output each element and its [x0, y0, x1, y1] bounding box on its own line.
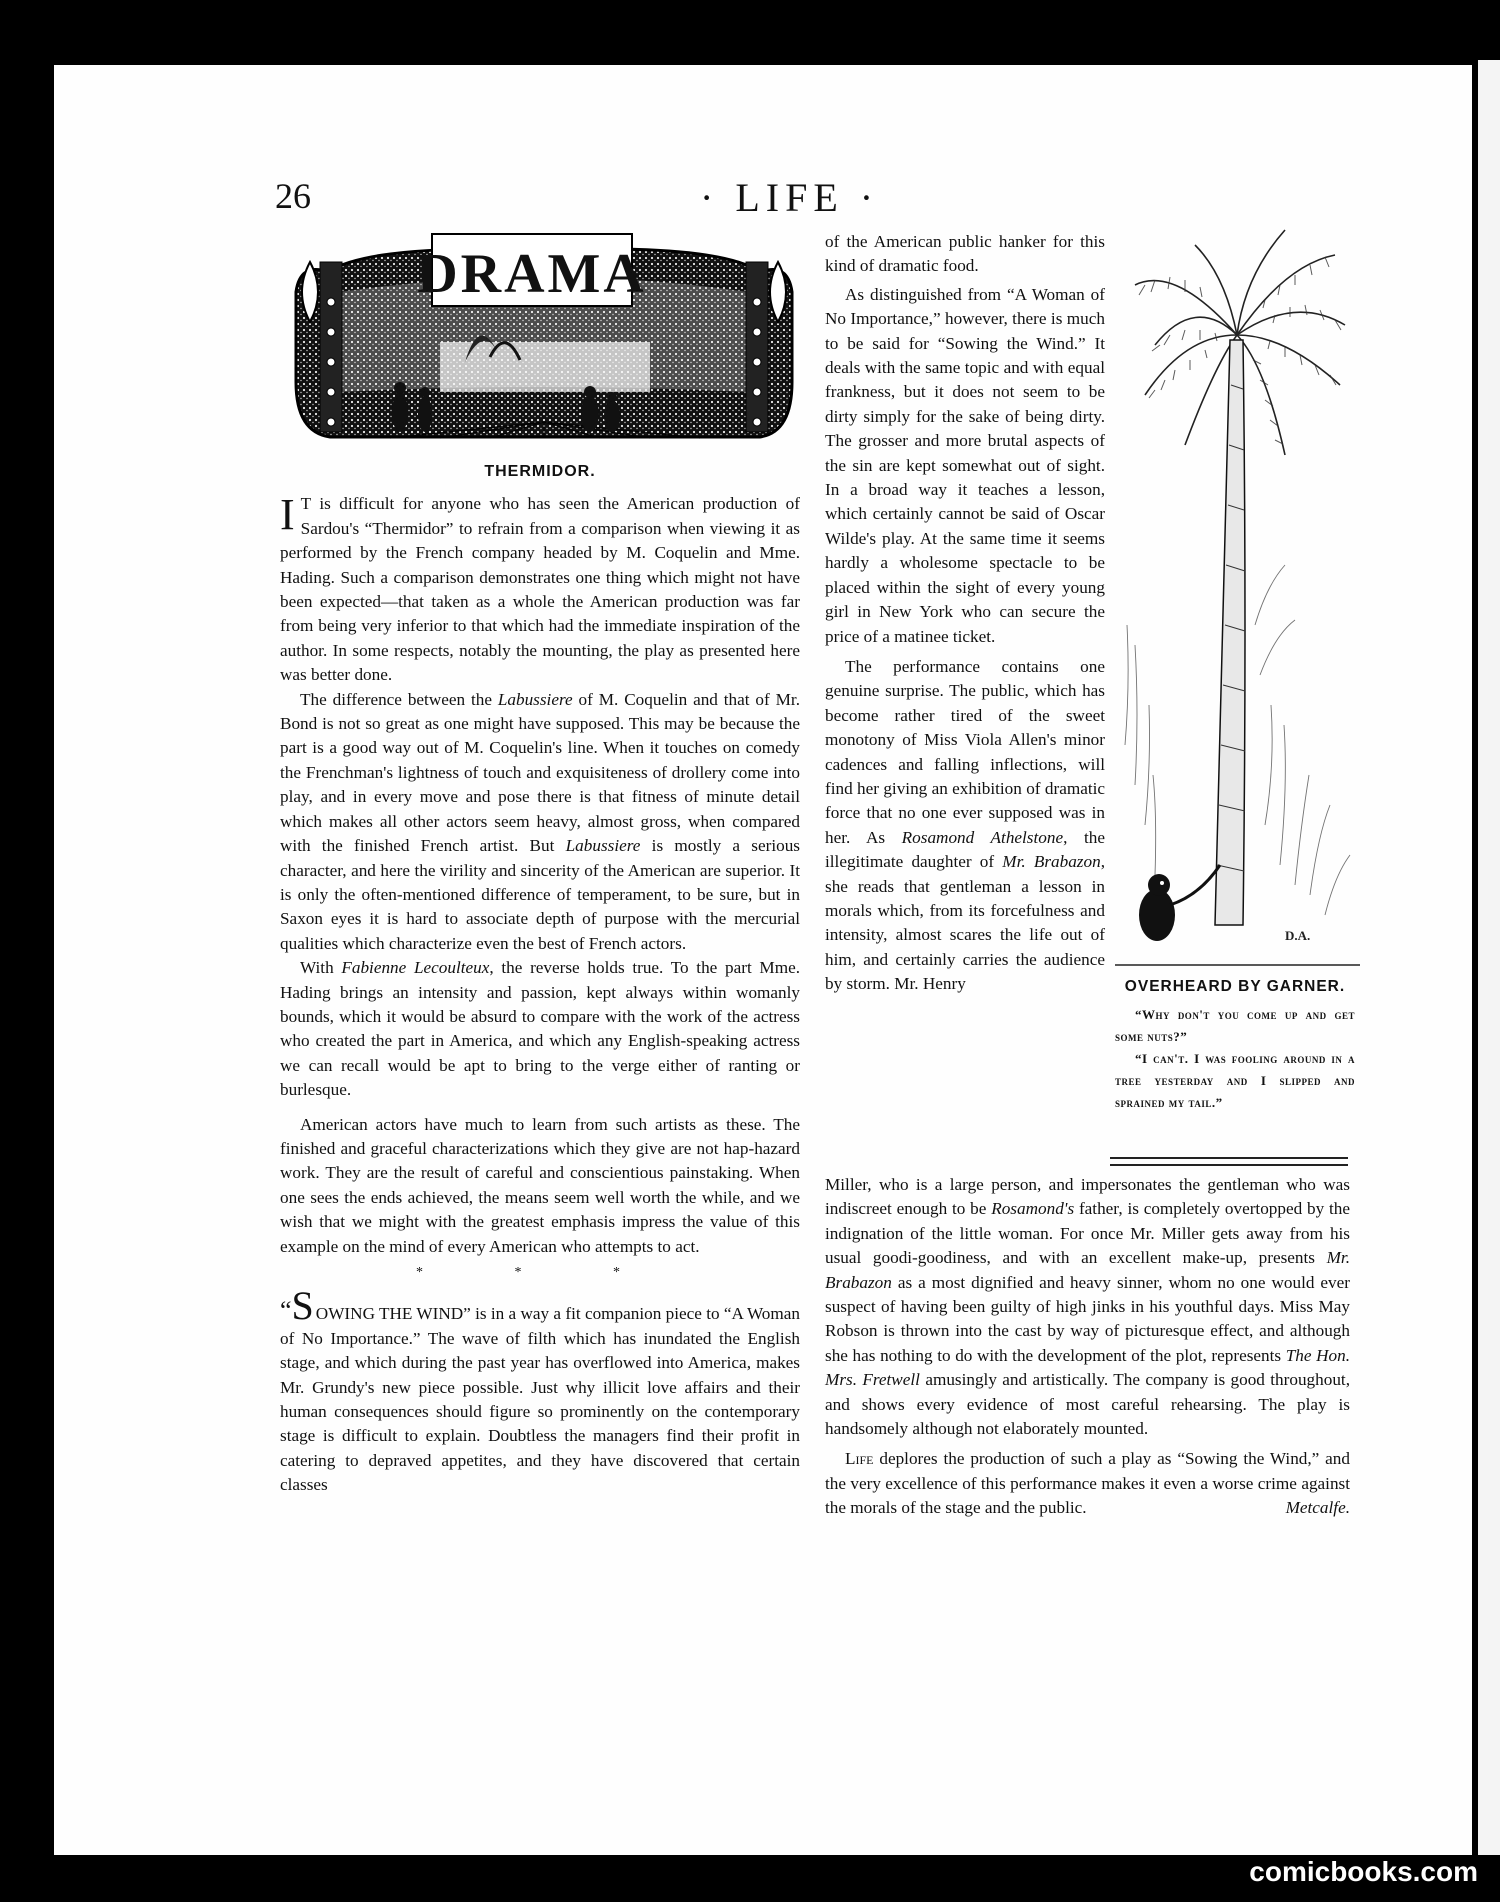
article-heading-thermidor: THERMIDOR. [484, 463, 596, 480]
section-divider-stars: * * * [416, 1265, 664, 1280]
paragraph-labussiere: The difference between the Labussiere of M. Coquelin and that of Mr. Bond is not so great as one might have supposed. This may be because the part is a good way out of M. Coquelin's line. When it touches on comedy the Frenchman's lightness of touch and exquisiteness of drollery come into play, and in every move and pose there is that fitness of minute detail which makes all other actors seem heavy, almost gross, when compared with the finished French artist. But Labussiere is mostly a serious character, and here the virility and sincerity of the American are superior. It is only the often-mentioned difference of temperament, to be sure, but in Saxon eyes it is hard to associate depth of purpose with the mercurial qualities which characterize even the best of French actors. [280, 689, 800, 953]
palm-tree-cartoon-illustration [1115, 225, 1360, 970]
next-page-edge [1478, 60, 1500, 1855]
caption-double-rule [1110, 1157, 1348, 1166]
cartoon-dialogue-line-1: “Why don't you come up and get some nuts?” [1115, 1007, 1355, 1044]
cartoon-dialogue-line-2: “I can't. I was fooling around in a tree yesterday and I slipped and sprained my tail.” [1115, 1051, 1355, 1110]
article-column-left [280, 463, 800, 1498]
author-signature: Metcalfe. [1285, 1498, 1350, 1518]
masthead-life: · LIFE · [700, 175, 880, 220]
paragraph-performance-surprise: The performance contains one genuine surprise. The public, which has become rather tired of the sweet monotony of Miss Viola Allen's minor cadences and falling inflections, will find her giving an exhibition of dramatic force that no one ever supposed was in her. As Rosamond Athelstone, the illegitimate daughter of Mr. Brabazon, she reads that gentleman a lesson in morals which, from its forcefulness and intensity, almost scares the life out of him, and certainly carries the audience by storm. Mr. Henry [825, 656, 1105, 994]
cartoon-caption [1115, 977, 1355, 1114]
drama-banner-title: DRAMA [417, 243, 647, 305]
drop-cap-i: I [280, 490, 295, 540]
drop-cap-s: S [291, 1283, 314, 1329]
cartoon-title: OVERHEARD BY GARNER. [1124, 978, 1346, 995]
paragraph-thermidor-intro: I T is difficult for anyone who has seen the American production of Sardou's “Thermidor” to refrain from a comparison when viewing it as performed by the French company headed by M. Coquelin and Mme. Hading. Such a comparison demonstrates one thing which might not have been expected—that taken as a whole the American production was far from being very inferior to that which had the immediate inspiration of the author. In some respects, notably the mounting, the play as presented here was better done. [280, 490, 800, 685]
paragraph-american-actors: American actors have much to learn from such artists as these. The finished and graceful characterizations which they give are not hap-hazard work. They are the result of careful and conscientious painstaking. When one sees the ends achieved, the means seem well worth the while, and we wish that we might with the greatest emphasis impress the value of this example on the mind of every American who attempts to act. [280, 1114, 800, 1256]
article-column-middle [825, 230, 1105, 997]
article-column-wide [825, 1173, 1350, 1521]
source-watermark: comicbooks.com [1249, 1856, 1478, 1887]
artist-monogram: D.A. [1285, 928, 1311, 943]
paragraph-life-deplores: Life deplores the production of such a play as “Sowing the Wind,” and the very excellence of this performance makes it even a worse crime against the morals of the stage and the public. Metcalfe. [825, 1447, 1350, 1520]
page-number: 26 [275, 176, 311, 216]
paragraph-continued: of the American public hanker for this kind of dramatic food. [825, 232, 1105, 276]
paragraph-distinguished: As distinguished from “A Woman of No Importance,” however, there is much to be said for “Sowing the Wind.” It deals with the same topic and with equal frankness, but it does not seem to be dirty simply for the sake of being dirty. The grosser and more brutal aspects of the sin are kept somewhat out of sight. In a broad way it teaches a lesson, which certainly cannot be said of Oscar Wilde's play. At the same time it seems hardly a wholesome spectacle to be placed within the sight of every young girl in New York who can secure the price of a matinee ticket. [825, 284, 1105, 646]
paragraph-fabienne: With Fabienne Lecoulteux, the reverse holds true. To the part Mme. Hading brings an intensity and passion, kept always within womanly bounds, which it would be absurd to compare with the work of the actress who created the part in America, and which any English-speaking actress we can recall would be apt to bring to the verge either of ranting or burlesque. [280, 958, 800, 1100]
paragraph-sowing-the-wind: “S OWING THE WIND” is in a way a fit companion piece to “A Woman of No Importance.” The wave of filth which has inundated the English stage, and which during the past year has overflowed into America, makes Mr. Grundy's new piece possible. Just why illicit love affairs and their human consequences should figure so prominently on the contemporary stage is difficult to explain. Doubtless the managers find their profit in catering to depraved appetites, and they have discovered that certain classes [280, 1283, 800, 1495]
drama-banner-illustration [290, 232, 798, 456]
paragraph-henry-miller: Miller, who is a large person, and impersonates the gentleman who was indiscreet enough to be Rosamond's father, is completely overtopped by the indignation of the little woman. For once Mr. Miller gets away from his usual goodi-goodiness, and with an excellent make-up, presents Mr. Brabazon as a most dignified and heavy sinner, whom no one would ever suspect of having been guilty of high jinks in his youthful days. Miss May Robson is thrown into the cast by way of picturesque effect, and although she has nothing to do with the development of the plot, represents The Hon. Mrs. Fretwell amusingly and artistically. The company is good throughout, and shows every evidence of most careful rehearsing. The play is handsomely although not elaborately mounted. [825, 1175, 1351, 1439]
